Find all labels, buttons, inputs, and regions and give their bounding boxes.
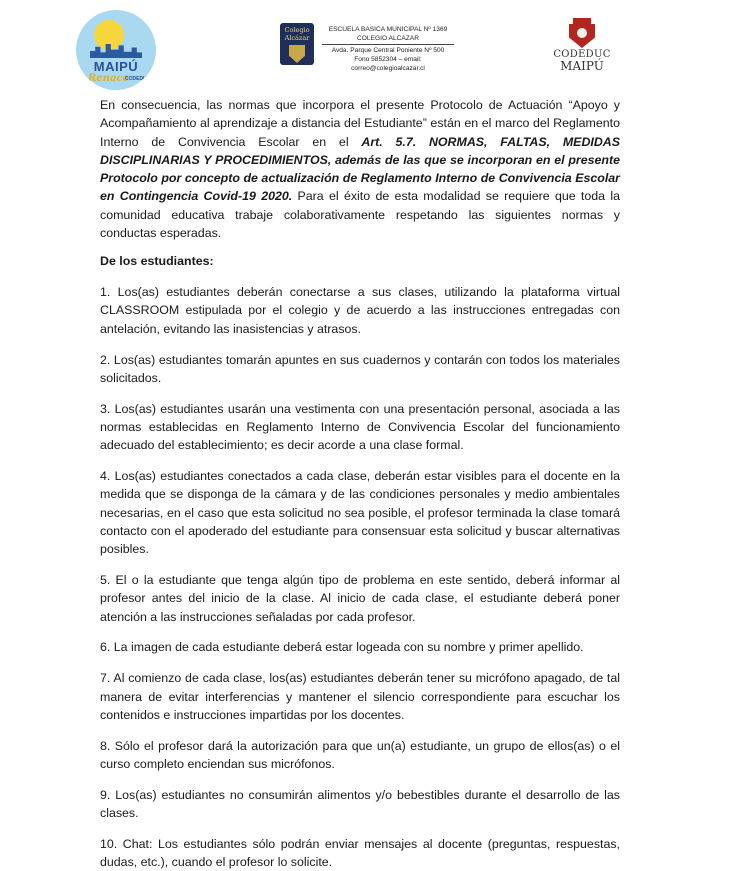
intro-text-2: Para el éxito de esta modalidad se requiere que toda la comunidad educativa trabaje colaborativamente respetando las siguientes normas y conductas esperadas. bbox=[100, 189, 620, 241]
intro-text-1: En consecuencia, las normas que incorpora el presente Protocolo de Actuación “Apoyo y Acompañamiento al aprendizaje a distancia del Estudiante” están en el marco del Reglamento Interno de Convivencia Escolar en el bbox=[100, 98, 620, 149]
colegio-logo-line2: Alcázar bbox=[284, 34, 310, 42]
rule-item: 3. Los(as) estudiantes usarán una vestimenta con una presentación personal, asociada a las normas establecidas en Reglamento Interno de Convivencia Escolar del funcionamiento adecuado del establecimiento; es decir acorde a una clase formal. bbox=[100, 401, 620, 453]
section-heading: De los estudiantes: bbox=[100, 254, 214, 269]
maipu-logo-name: MAIPÚ bbox=[93, 59, 139, 74]
rule-item: 5. El o la estudiante que tenga algún tipo de problema en este sentido, deberá informar al profesor antes del inicio de la clase. Al inicio de cada clase, el estudiante deberá poner atención a las instrucciones señaladas por cada profesor. bbox=[100, 573, 620, 624]
rule-item: 1. Los(as) estudiantes deberán conectarse a sus clases, utilizando la plataforma virtual CLASSROOM estipulada por el colegio y de acuerdo a las instrucciones entregadas con antelación, evitando las inasistencias y atrasos. bbox=[100, 285, 620, 336]
rule-item: 4. Los(as) estudiantes conectados a cada clase, deberán estar visibles para el docente en la medida que se disponga de la cámara y de las condiciones personales y medio ambientales necesarias, en el caso que esta solicitud no sea posible, el profesor terminada la clase tomará contacto con el apoderado del estudiante para consensuar esta solicitud y buscar alternativas posibles. bbox=[100, 469, 620, 557]
rule-item: 2. Los(as) estudiantes tomarán apuntes en sus cuadernos y contarán con todos los materiales solicitados. bbox=[100, 352, 620, 385]
crest-emblem bbox=[577, 28, 587, 38]
divider bbox=[322, 44, 454, 45]
rule-item: 10. Chat: Los estudiantes sólo podrán enviar mensajes al docente (preguntas, respuestas, dudas, etc.), cuando el profesor lo solicite. bbox=[100, 836, 620, 870]
rule-item: 8. Sólo el profesor dará la autorización para que un(a) estudiante, un grupo de ellos(as) o el curso completo enciendan sus micrófonos. bbox=[100, 738, 620, 771]
maipu-logo-badge bbox=[76, 10, 156, 90]
codeduc-maipu-logo bbox=[552, 18, 612, 80]
rule-item: 6. La imagen de cada estudiante deberá estar logeada con su nombre y primer apellido. bbox=[100, 640, 584, 655]
school-subname: COLEGIO ALCAZAR bbox=[357, 35, 419, 42]
crest-icon bbox=[569, 18, 595, 48]
maipu-logo-sub: CODEDUC bbox=[125, 76, 151, 82]
school-info bbox=[322, 25, 454, 73]
maipu-renace-logo bbox=[76, 10, 156, 90]
document-body bbox=[100, 96, 620, 871]
colegio-logo-line1: Colegio bbox=[284, 26, 310, 34]
colegio-alcazar-logo bbox=[280, 23, 314, 65]
rule-item: 9. Los(as) estudiantes no consumirán alimentos y/o bebestibles durante el desarrollo de las clases. bbox=[100, 787, 620, 820]
codeduc-logo-line2: MAIPÚ bbox=[560, 59, 604, 73]
intro-paragraph bbox=[100, 96, 620, 242]
rule-item: 7. Al comienzo de cada clase, los(as) estudiantes deberán tener su micrófono apagado, de tal manera de evitar interferencias y mantener el silencio correspondiente para escuchar los contenidos e instrucciones impartidas por los docentes. bbox=[100, 671, 620, 722]
school-contact: Fono 5852304 – email: correo@colegioalcazar.cl bbox=[351, 56, 425, 72]
school-address: Avda. Parque Central Poniente Nº 500 bbox=[331, 47, 445, 54]
maipu-logo-tagline: Renace bbox=[88, 73, 129, 84]
school-name: ESCUELA BASICA MUNICIPAL Nº 1369 bbox=[328, 26, 448, 33]
shield-icon bbox=[289, 45, 305, 63]
intro-bold-text: Art. 5.7. NORMAS, FALTAS, MEDIDAS DISCIPLINARIAS Y PROCEDIMIENTOS, además de las que se incorporan en el presente Protocolo por concepto de actualización de Reglamento Interno de Convivencia Escolar en Contingencia Covid-19 2020. bbox=[100, 134, 620, 204]
codeduc-logo-line1: CODEDUC bbox=[553, 49, 611, 60]
page-header bbox=[0, 0, 732, 95]
